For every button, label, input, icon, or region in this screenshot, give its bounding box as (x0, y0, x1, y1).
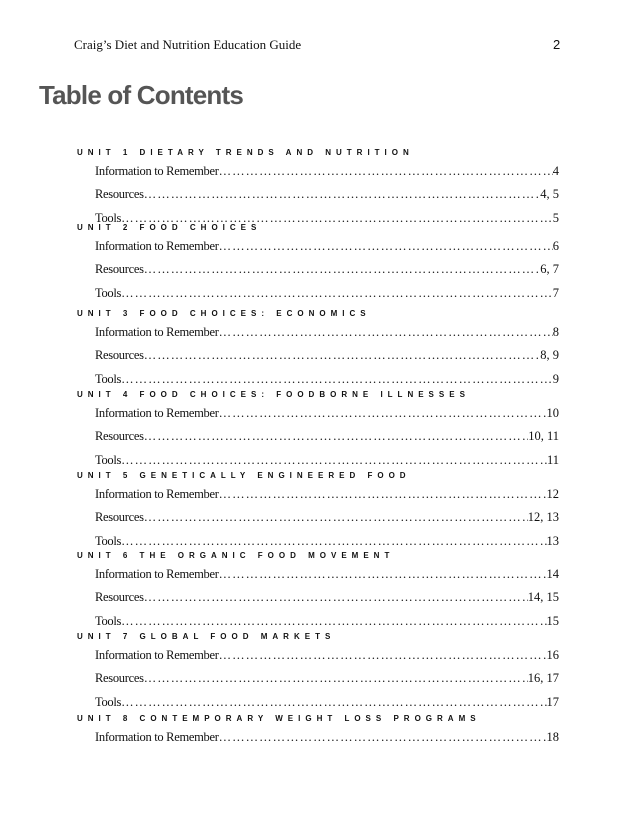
toc-entry[interactable] (95, 453, 559, 468)
toc-entry-page: 16 (546, 648, 559, 662)
dot-leader (144, 510, 528, 525)
dot-leader (219, 325, 553, 340)
dot-leader (144, 262, 541, 277)
unit-heading-6: UNIT 6 THE ORGANIC FOOD MOVEMENT (77, 551, 395, 560)
toc-entry-label: Resources (95, 262, 144, 276)
dot-leader (121, 614, 546, 629)
toc-entry[interactable] (95, 614, 559, 629)
unit-heading-8: UNIT 8 CONTEMPORARY WEIGHT LOSS PROGRAMS (77, 714, 481, 723)
toc-entry-page: 10, 11 (528, 429, 559, 443)
toc-entry-label: Information to Remember (95, 325, 219, 339)
toc-entry-page: 12, 13 (527, 510, 559, 524)
header-page-number: 2 (553, 37, 561, 52)
toc-entry[interactable] (95, 671, 559, 686)
toc-entry-label: Tools (95, 695, 122, 709)
dot-leader (219, 567, 547, 582)
dot-leader (121, 534, 546, 549)
unit-heading-2: UNIT 2 FOOD CHOICES (77, 223, 262, 232)
toc-entry-label: Tools (95, 372, 122, 386)
toc-title: Table of Contents (39, 80, 244, 110)
dot-leader (144, 590, 528, 605)
toc-entry-page: 7 (552, 286, 559, 300)
dot-leader (219, 406, 547, 421)
toc-entry[interactable] (95, 567, 559, 582)
unit-heading-7: UNIT 7 GLOBAL FOOD MARKETS (77, 632, 336, 641)
toc-entry-page: 9 (552, 372, 559, 386)
toc-entry[interactable] (95, 286, 559, 301)
unit-heading-4: UNIT 4 FOOD CHOICES: FOODBORNE ILLNESSES (77, 390, 470, 399)
toc-entry-page: 4, 5 (540, 187, 559, 201)
toc-entry[interactable] (95, 429, 559, 444)
toc-entry[interactable] (95, 372, 559, 387)
toc-entry-label: Tools (95, 614, 122, 628)
toc-entry-page: 8, 9 (540, 348, 559, 362)
toc-entry[interactable] (95, 487, 559, 502)
unit-heading-3: UNIT 3 FOOD CHOICES: ECONOMICS (77, 309, 371, 318)
header-title: Craig’s Diet and Nutrition Education Guide (74, 37, 302, 52)
toc-entry-page: 14, 15 (527, 590, 559, 604)
toc-entry-label: Information to Remember (95, 164, 219, 178)
toc-entry[interactable] (95, 534, 559, 549)
toc-entry-label: Resources (95, 671, 144, 685)
toc-entry-label: Tools (95, 211, 122, 225)
toc-entry-label: Resources (95, 429, 144, 443)
dot-leader (144, 187, 541, 202)
toc-entry[interactable] (95, 187, 559, 202)
toc-entry-label: Information to Remember (95, 567, 219, 581)
dot-leader (144, 429, 529, 444)
toc-entry-label: Information to Remember (95, 239, 219, 253)
toc-entry-page: 18 (546, 730, 559, 744)
dot-leader (121, 286, 553, 301)
toc-entry-page: 12 (546, 487, 559, 501)
toc-entry-label: Information to Remember (95, 648, 219, 662)
toc-entry[interactable] (95, 239, 559, 254)
toc-entry-label: Tools (95, 286, 122, 300)
toc-entry[interactable] (95, 164, 559, 179)
toc-entry-label: Information to Remember (95, 487, 219, 501)
toc-entry-label: Resources (95, 187, 144, 201)
dot-leader (121, 695, 546, 710)
toc-entry-label: Tools (95, 453, 122, 467)
dot-leader (219, 730, 547, 745)
toc-entry-page: 17 (546, 695, 559, 709)
toc-entry-page: 8 (552, 325, 559, 339)
toc-entry[interactable] (95, 406, 559, 421)
dot-leader (144, 671, 528, 686)
unit-heading-5: UNIT 5 GENETICALLY ENGINEERED FOOD (77, 471, 411, 480)
toc-entry[interactable] (95, 730, 559, 745)
toc-entry[interactable] (95, 262, 559, 277)
dot-leader (219, 648, 547, 663)
dot-leader (219, 239, 553, 254)
toc-entry[interactable] (95, 325, 559, 340)
toc-entry-page: 6, 7 (540, 262, 559, 276)
toc-entry-page: 14 (546, 567, 559, 581)
toc-entry[interactable] (95, 348, 559, 363)
dot-leader (219, 487, 547, 502)
toc-entry[interactable] (95, 648, 559, 663)
dot-leader (144, 348, 541, 363)
toc-entry-label: Resources (95, 348, 144, 362)
toc-entry-page: 11 (546, 453, 559, 467)
dot-leader (219, 164, 553, 179)
toc-entry-page: 16, 17 (527, 671, 559, 685)
toc-entry-label: Resources (95, 510, 144, 524)
unit-heading-1: UNIT 1 DIETARY TRENDS AND NUTRITION (77, 148, 414, 157)
toc-entry-label: Information to Remember (95, 730, 219, 744)
toc-entry-label: Tools (95, 534, 122, 548)
toc-entry-label: Information to Remember (95, 406, 219, 420)
toc-entry-page: 5 (552, 211, 559, 225)
toc-entry-page: 4 (552, 164, 559, 178)
dot-leader (121, 372, 553, 387)
toc-entry[interactable] (95, 510, 559, 525)
toc-entry-page: 10 (546, 406, 559, 420)
toc-entry-page: 13 (546, 534, 559, 548)
toc-entry-page: 6 (552, 239, 559, 253)
toc-entry-page: 15 (546, 614, 559, 628)
toc-entry[interactable] (95, 695, 559, 710)
toc-entry-label: Resources (95, 590, 144, 604)
toc-entry[interactable] (95, 590, 559, 605)
dot-leader (121, 453, 547, 468)
